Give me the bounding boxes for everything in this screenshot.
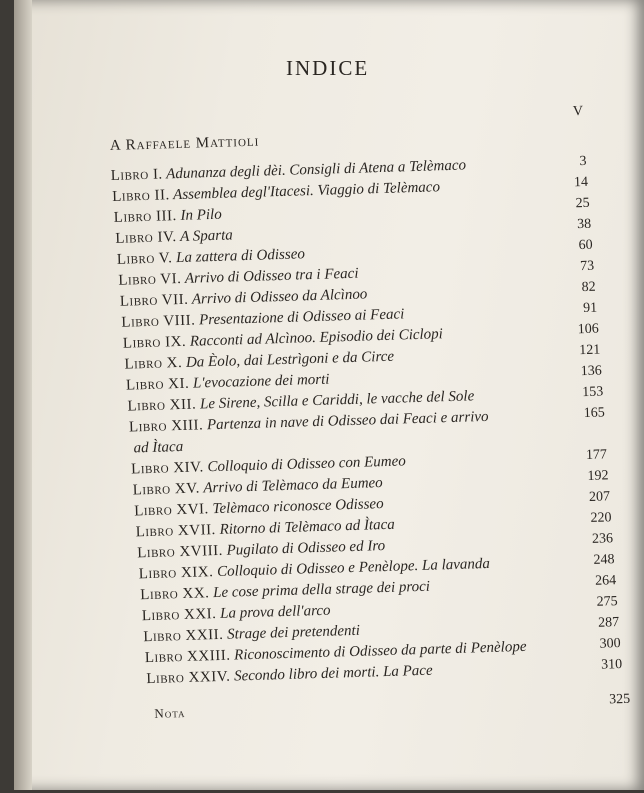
book-number: Libro VIII. [121, 312, 196, 331]
book-number: Libro XIII. [128, 417, 204, 436]
book-number: Libro XXIII. [144, 647, 231, 667]
chapter-title: Telèmaco riconosce Odisseo [208, 496, 384, 518]
chapter-title: Partenza in nave di Odisseo dai Feaci e arrivo [203, 408, 489, 434]
chapter-title: Le cose prima della strage dei proci [209, 578, 431, 602]
page-number: 236 [591, 531, 614, 547]
book-number: Libro X. [124, 354, 183, 373]
page-number: 207 [588, 489, 611, 505]
page-number: 3 [579, 153, 587, 170]
page-number: 82 [581, 279, 596, 296]
page-number: 248 [593, 552, 615, 568]
page-number: 192 [587, 468, 609, 484]
page-number: 275 [596, 594, 618, 610]
chapter-title: Ritorno di Telèmaco ad Ìtaca [215, 516, 395, 539]
book-number: Libro II. [112, 187, 170, 205]
chapter-title: Secondo libro dei morti. La Pace [230, 662, 433, 685]
book-number: Libro XXI. [141, 606, 217, 625]
chapter-title-continued: ad Ìtaca [133, 438, 184, 457]
chapter-title: La zattera di Odisseo [172, 246, 306, 267]
chapter-title: Strage dei pretendenti [223, 622, 361, 643]
page-title: INDICE [286, 56, 370, 80]
book-number: Libro XIV. [130, 459, 205, 478]
chapter-title: Le Sirene, Scilla e Cariddi, le vacche del Sole [196, 388, 475, 413]
book-number: Libro IV. [115, 229, 177, 247]
chapter-title: Adunanza degli dèi. Consigli di Atena a Telèmaco [162, 157, 467, 183]
chapter-title: In Pilo [176, 206, 222, 225]
chapter-title: Colloquio di Odisseo e Penèlope. La lavanda [213, 555, 491, 581]
book-number: Libro XXIV. [146, 668, 231, 688]
page-number: V [572, 103, 584, 120]
page-number: 106 [577, 321, 599, 338]
page-number: 136 [580, 363, 602, 380]
book-number: Libro XVIII. [137, 542, 224, 562]
nota-row [154, 691, 631, 728]
nota-label: Nota [154, 705, 186, 721]
page-number: 60 [578, 237, 593, 254]
chapter-title: Presentazione di Odisseo ai Feaci [195, 306, 405, 329]
book-number: Libro XVII. [135, 522, 217, 541]
chapter-title: Riconoscimento di Odisseo da parte di Penèlope [230, 638, 527, 664]
dedication-label: A Raffaele Mattioli [109, 133, 260, 154]
chapter-title: Racconti ad Alcìnoo. Episodio dei Ciclopi [185, 326, 444, 350]
page-number: 38 [576, 216, 592, 233]
book-number: Libro XX. [140, 585, 210, 604]
book-number: Libro XIX. [138, 564, 214, 583]
chapter-title: Arrivo di Odisseo da Alcìnoo [188, 286, 368, 308]
book-number: Libro XII. [127, 396, 197, 415]
book-number: Libro XVI. [133, 501, 210, 520]
book-number: Libro XV. [132, 480, 201, 499]
page-number: 121 [579, 342, 601, 359]
page-number: 287 [597, 615, 620, 631]
page-number: 165 [583, 405, 606, 422]
page-number: 300 [599, 636, 621, 652]
book-number: Libro XI. [125, 375, 190, 394]
book-number: Libro XXII. [143, 626, 224, 646]
page-number: 220 [590, 510, 612, 526]
book-number: Libro VI. [118, 270, 182, 289]
page-number: 25 [575, 195, 590, 212]
chapter-title: Arrivo di Odisseo tra i Feaci [181, 265, 359, 287]
book-number: Libro V. [116, 250, 173, 268]
chapter-title: Colloquio di Odisseo con Eumeo [203, 453, 407, 476]
chapter-title: L'evocazione dei morti [189, 371, 330, 392]
chapter-title: Assemblea degl'Itacesi. Viaggio di Telèmaco [169, 179, 441, 204]
book-number: Libro III. [113, 208, 177, 226]
page-number: 153 [582, 384, 604, 401]
page-number: 91 [582, 300, 598, 317]
book-number: Libro IX. [122, 333, 187, 352]
page-number: 177 [585, 447, 608, 464]
chapter-title: Arrivo di Telèmaco da Eumeo [199, 475, 383, 497]
book-number: Libro I. [110, 166, 163, 184]
page-number: 14 [573, 174, 589, 191]
book-number: Libro VII. [119, 291, 189, 310]
chapter-title: Da Èolo, dai Lestrìgoni e da Circe [181, 348, 395, 371]
page-number: 325 [608, 691, 631, 708]
page-number: 264 [594, 573, 617, 589]
page-number: 310 [600, 657, 623, 673]
chapter-title: La prova dell'arco [216, 602, 331, 623]
page-number: 73 [579, 258, 595, 275]
chapter-title: Pugilato di Odisseo ed Iro [222, 538, 386, 559]
chapter-title: A Sparta [176, 227, 233, 246]
